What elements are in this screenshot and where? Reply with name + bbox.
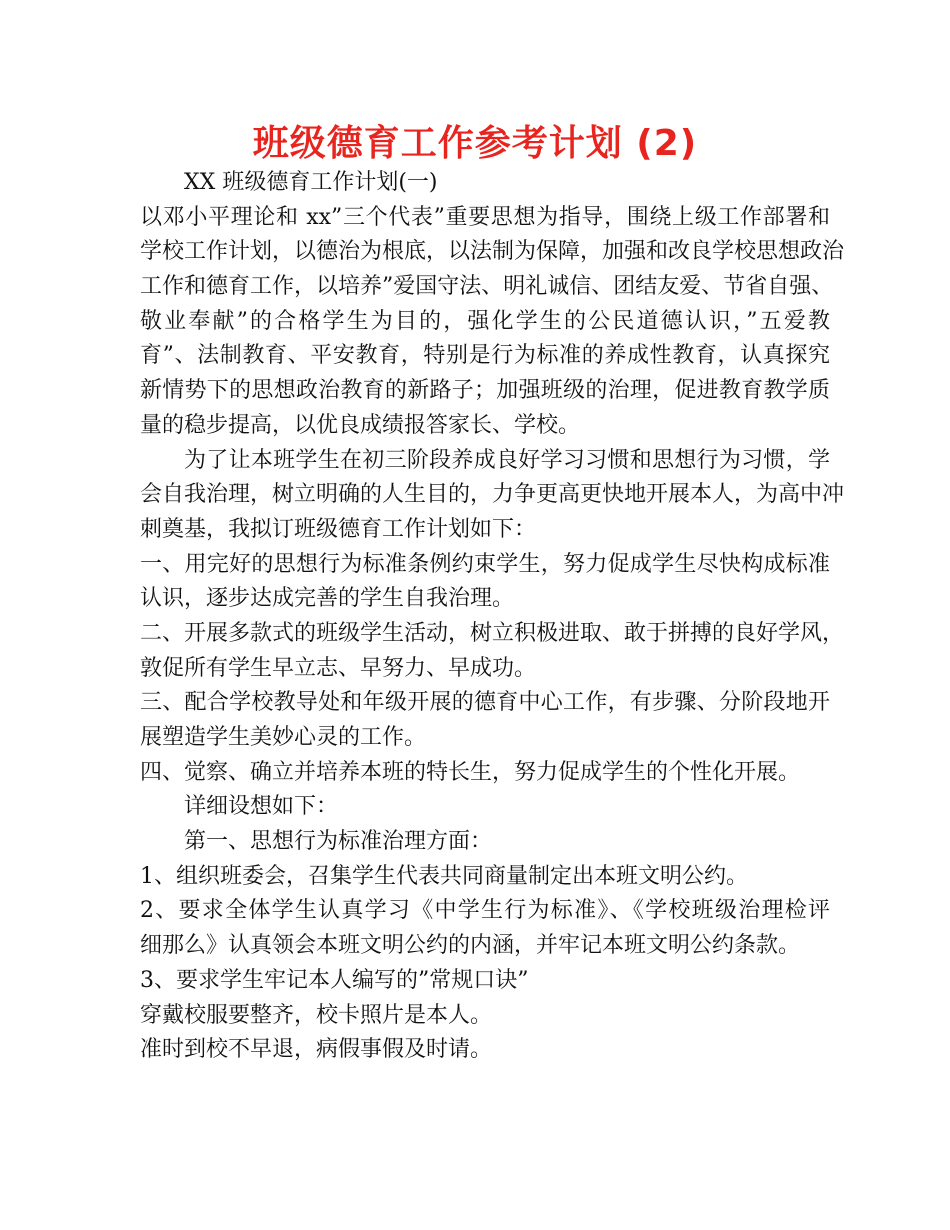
paragraph-line: 量的稳步提高，以优良成绩报答家长、学校。	[140, 412, 581, 438]
list-item-line: 细那么》认真领会本班文明公约的内涵，并牢记本班文明公约条款。	[140, 933, 801, 959]
section-heading: XX 班级德育工作计划(一)	[184, 170, 438, 195]
paragraph-line: 工作和德育工作，以培养”爱国守法、明礼诚信、团结友爱、节省自强、	[140, 274, 834, 300]
paragraph-line: 新情势下的思想政治教育的新路子；加强班级的治理，促进教育教学质	[140, 378, 830, 404]
document-body	[140, 166, 845, 1068]
paragraph-line: 为了让本班学生在初三阶段养成良好学习习惯和思想行为习惯，学	[184, 447, 830, 473]
paragraph-line: 学校工作计划，以德治为根底，以法制为保障，加强和改良学校思想政治	[140, 239, 845, 265]
rhyme-line: 穿戴校服要整齐，校卡照片是本人。	[140, 1002, 493, 1028]
list-item-line: 展塑造学生美妙心灵的工作。	[140, 725, 427, 750]
list-item-line: 认识，逐步达成完善的学生自我治理。	[140, 586, 515, 612]
document-title: 班级德育工作参考计划 (2)	[252, 123, 698, 164]
list-item-line: 四、觉察、确立并培养本班的特长生，努力促成学生的个性化开展。	[140, 759, 801, 785]
list-item-line: 一、用完好的思想行为标准条例约束学生，努力促成学生尽快构成标准	[140, 551, 830, 577]
list-item-line: 3、要求学生牢记本人编写的”常规口诀”	[140, 967, 529, 993]
rhyme-line: 准时到校不早退，病假事假及时请。	[140, 1037, 493, 1063]
paragraph-line: 敬业奉献”的合格学生为目的，强化学生的公民道德认识，”五爱教	[140, 308, 830, 334]
paragraph-line: 育”、法制教育、平安教育，特别是行为标准的养成性教育，认真探究	[140, 343, 830, 369]
subheading-line: 详细设想如下：	[184, 794, 339, 820]
paragraph-line: 会自我治理，树立明确的人生目的，力争更高更快地开展本人，为高中冲	[140, 482, 845, 508]
list-item-line: 2、要求全体学生认真学习《中学生行为标准》、《学校班级治理检评	[140, 898, 830, 924]
paragraph-line: 刺奠基，我拟订班级德育工作计划如下：	[140, 516, 537, 542]
paragraph-line: 以邓小平理论和 xx”三个代表”重要思想为指导，围绕上级工作部署和	[140, 204, 830, 230]
list-item-line: 二、开展多款式的班级学生活动，树立积极进取、敢于拼搏的良好学风，	[140, 620, 845, 646]
list-item-line: 敦促所有学生早立志、早努力、早成功。	[140, 655, 537, 681]
subheading-line: 第一、思想行为标准治理方面：	[184, 829, 493, 855]
list-item-line: 三、配合学校教导处和年级开展的德育中心工作，有步骤、分阶段地开	[140, 690, 830, 716]
list-item-line: 1、组织班委会，召集学生代表共同商量制定出本班文明公约。	[140, 863, 748, 889]
